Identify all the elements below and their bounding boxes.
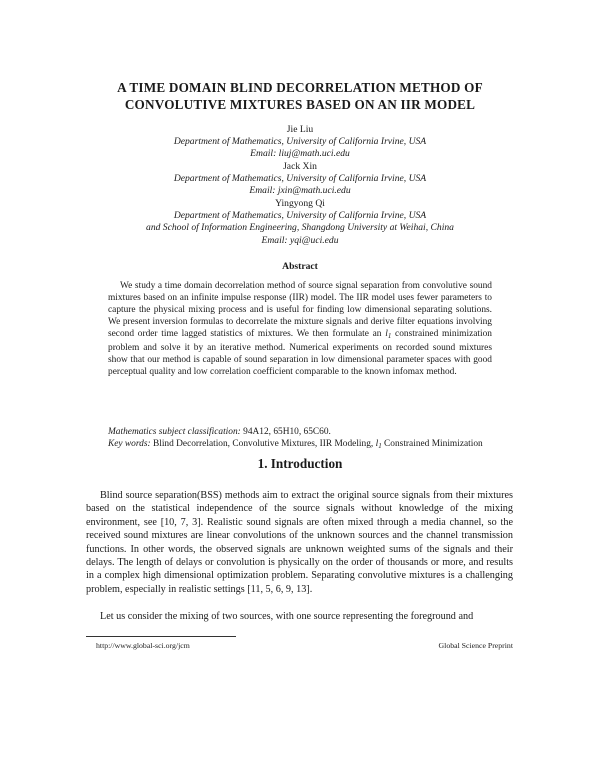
body-paragraph-1: Blind source separation(BSS) methods aim to extract the original source signals from their mixtures based on the statistical independence of the source signals without knowledge of the mixing environment, see [10, 7, 3]. Realistic sound signals are often mixed through a media channel, so the received sound mixtures are linear convolutions of the unknown sources and the channel transmission functions. In other words, the observed signals are unknown weighted sums of the signals and their delays. The length of delays or convolution is physically on the order of thousands or more, and results in a complex high dimensional optimization problem. Separating convolutive mixtures is a challenging problem, especially in realistic settings [11, 5, 6, 9, 13]. bbox=[86, 490, 513, 595]
title-line-1: A TIME DOMAIN BLIND DECORRELATION METHOD OF bbox=[117, 80, 483, 95]
keywords-line bbox=[108, 438, 492, 452]
author-affiliation: Department of Mathematics, University of California Irvine, USA bbox=[173, 173, 427, 185]
abstract-text-post: constrained minimization problem and solve it by an iterative method. Numerical experiments on recorded sound mixtures show that our method is capable of sound separation in low dimensional parameter spaces with good perceptual quality and low correlation coefficient comparable to the known infomax method. bbox=[108, 329, 492, 377]
author-affiliation: Department of Mathematics, University of California Irvine, USA bbox=[173, 210, 427, 222]
body-paragraph-2: Let us consider the mixing of two sources, with one source representing the foreground and bbox=[100, 611, 474, 623]
author-block-1 bbox=[60, 124, 540, 161]
author-name: Yingyong Qi bbox=[275, 198, 325, 209]
author-email: Email: liuj@math.uci.edu bbox=[250, 148, 350, 160]
author-email: Email: yqi@uci.edu bbox=[261, 234, 339, 246]
section-heading: 1. Introduction bbox=[257, 456, 343, 471]
author-block-3 bbox=[60, 198, 540, 247]
footer-label: Global Science Preprint bbox=[438, 641, 513, 650]
classification-block bbox=[108, 426, 492, 452]
abstract-body bbox=[108, 280, 492, 378]
keywords-value-post: Constrained Minimization bbox=[381, 439, 483, 449]
footnote-rule bbox=[86, 636, 236, 637]
author-affiliation: Department of Mathematics, University of California Irvine, USA bbox=[173, 136, 427, 148]
keywords-label: Key words: bbox=[108, 439, 151, 449]
body-text bbox=[86, 489, 513, 624]
keywords-value-pre: Blind Decorrelation, Convolutive Mixtures, IIR Modeling, bbox=[150, 439, 376, 449]
msc-label: Mathematics subject classification: bbox=[108, 427, 241, 437]
title-line-2: CONVOLUTIVE MIXTURES BASED ON AN IIR MODEL bbox=[124, 97, 476, 112]
footer-url[interactable]: http://www.global-sci.org/jcm bbox=[96, 641, 190, 650]
author-name: Jack Xin bbox=[283, 161, 317, 172]
abstract-paragraph bbox=[108, 280, 492, 378]
paper-title bbox=[60, 79, 540, 113]
msc-value: 94A12, 65H10, 65C60. bbox=[240, 427, 331, 437]
author-name: Jie Liu bbox=[286, 124, 314, 135]
msc-line bbox=[108, 426, 492, 438]
l1-symbol: $l_1$ bbox=[375, 439, 382, 450]
author-affiliation-secondary: and School of Information Engineering, Shangdong University at Weihai, China bbox=[146, 222, 454, 234]
abstract-heading: Abstract bbox=[282, 261, 318, 272]
abstract-text-pre: We study a time domain decorrelation method of source signal separation from convolutive sound mixtures based on an infinite impulse response (IIR) model. The IIR model uses fewer parameters to capture the physical mixing process and is useful for finding low dimensional separating solutions. We present inversion formulas to decorrelate the mixture signals and derive filter equations involving second order time lagged statistics of mixtures. We then formulate an bbox=[108, 281, 492, 339]
l1-symbol: $l_1$ bbox=[385, 329, 392, 340]
author-email: Email: jxin@math.uci.edu bbox=[249, 185, 351, 197]
author-block-2 bbox=[60, 161, 540, 198]
